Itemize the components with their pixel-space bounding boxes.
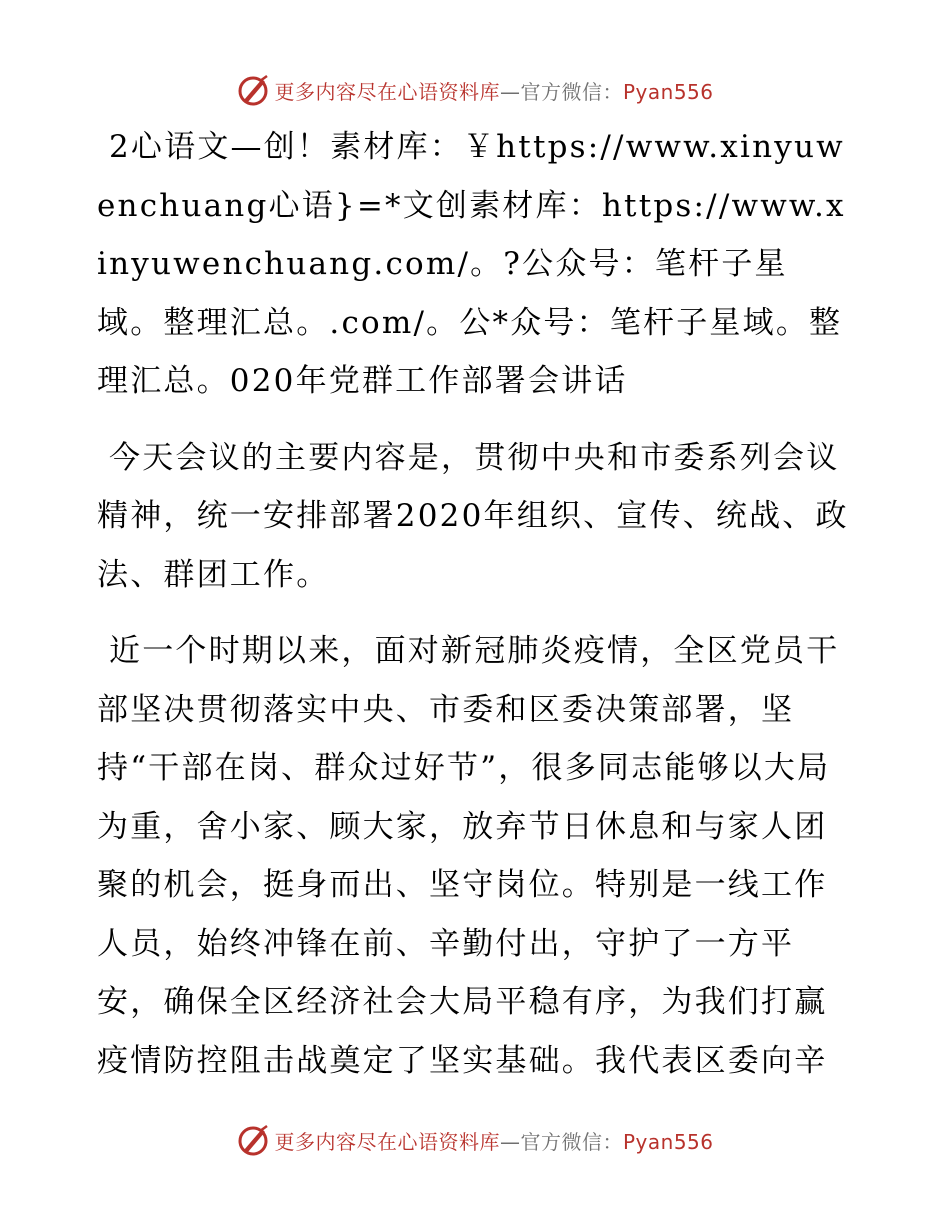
paragraph-3-text: 近一个时期以来，面对新冠肺炎疫情，全区党员干部坚决贯彻落实中央、市委和区委决策部署，坚持“干部在岗、群众过好节”，很多同志能够以大局为重，舍小家、顾大家，放弃节日休息和与家人团聚的机会，挺身而出、坚守岗位。特别是一线工作人员，始终冲锋在前、辛勤付出，守护了一方平安，确保全区经济社会大局平稳有序，为我们打赢疫情防控阻击战奠定了坚实基础。我代表区委向辛	[97, 633, 840, 1079]
banner-site-text: 更多内容尽在心语资料库	[274, 1129, 500, 1154]
quill-pen-logo-icon	[236, 73, 270, 107]
footer-banner	[0, 1120, 950, 1160]
paragraph-3	[97, 622, 849, 1090]
header-banner	[0, 70, 950, 110]
paragraph-1	[97, 118, 849, 411]
banner-wechat-label: 官方微信：	[520, 79, 623, 104]
quill-pen-logo-icon	[236, 1123, 270, 1157]
paragraph-2	[97, 429, 849, 605]
banner-dash: —	[499, 79, 521, 104]
banner-wechat-label: 官方微信：	[520, 1129, 623, 1154]
banner-wechat-account: Pyan556	[622, 1129, 714, 1154]
paragraph-1-text: 2心语文—创！素材库：￥https://www.xinyuwenchuang心语}=*文创素材库：https://www.xinyuwenchuang.com/。?公众号：笔杆子星域。整理汇总。.com/。公*众号：笔杆子星域。整理汇总。020年党群工作部署会讲话	[97, 129, 846, 399]
banner-text	[274, 76, 713, 105]
document-body	[97, 118, 849, 1108]
banner-text	[274, 1126, 713, 1155]
banner-wechat-account: Pyan556	[622, 79, 714, 104]
banner-dash: —	[499, 1129, 521, 1154]
paragraph-2-text: 今天会议的主要内容是，贯彻中央和市委系列会议精神，统一安排部署2020年组织、宣传、统战、政法、群团工作。	[97, 439, 849, 593]
banner-site-text: 更多内容尽在心语资料库	[274, 79, 500, 104]
